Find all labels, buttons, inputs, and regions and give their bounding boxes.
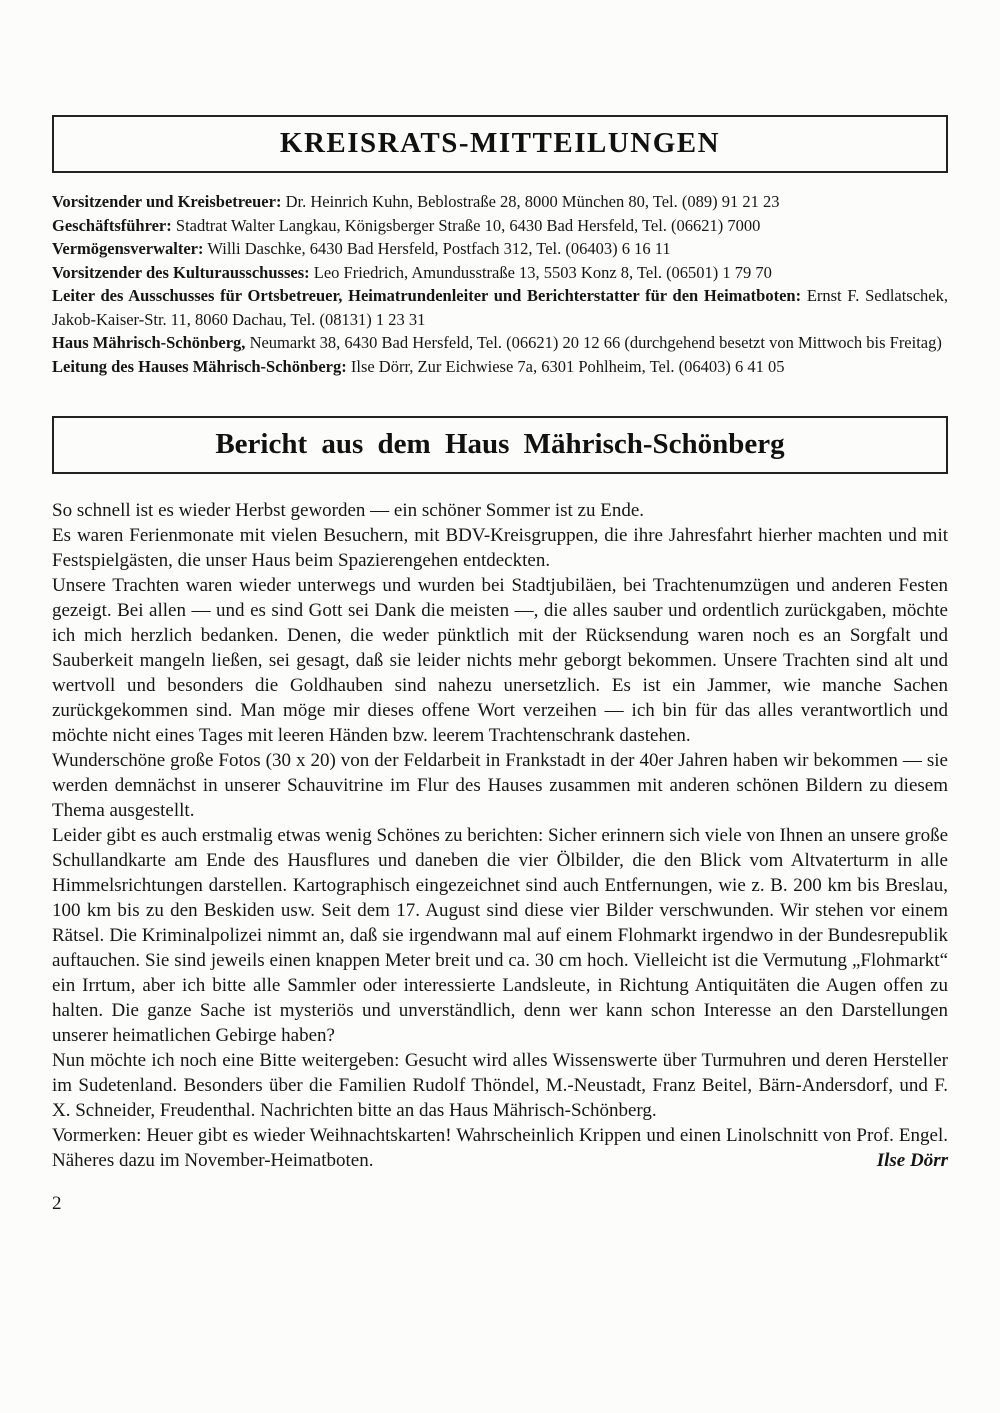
contact-line-manager (52, 214, 948, 238)
contact-label: Vermögensverwalter: (52, 239, 204, 258)
contact-label: Vorsitzender des Kulturausschusses: (52, 262, 310, 282)
contact-text: Ilse Dörr, Zur Eichwiese 7a, 6301 Pohlheim, Tel. (06403) 6 41 05 (350, 356, 785, 376)
contact-line-haus-leitung (52, 355, 948, 379)
article-body (52, 498, 948, 1173)
contact-text: Neumarkt 38, 6430 Bad Hersfeld, Tel. (06621) 20 12 66 (durchgehend besetzt von Mittwoch bis Freitag) (249, 333, 942, 352)
section-header-box (52, 416, 948, 474)
section-title: Bericht aus dem Haus Mährisch-Schönberg (215, 428, 785, 460)
body-paragraph: Unsere Trachten waren wieder unterwegs und wurden bei Stadtjubiläen, bei Trachtenumzügen und anderen Festen gezeigt. Bei allen — und es sind Gott sei Dank die meisten —, die alles sauber und ordentlich zurückgaben, möchte ich mich herzlich bedanken. Denen, die weder pünktlich mit der Rücksendung waren noch es an Sorgfalt und Sauberkeit mangeln ließen, sei gesagt, daß sie leider nichts mehr geborgt bekommen. Unsere Trachten sind alt und wertvoll und besonders die Goldhauben sind nahezu unersetzlich. Es ist ein Jammer, wie manche Sachen zurückgekommen sind. Man möge mir dieses offene Wort verzeihen — ich bin für das alles verantwortlich und möchte nicht eines Tages mit leeren Händen bzw. leerem Trachtenschrank dastehen. (52, 575, 948, 746)
contact-line-haus (52, 331, 948, 355)
contact-line-chairman (52, 190, 948, 214)
contact-label: Geschäftsführer: (52, 215, 172, 235)
body-paragraph: Leider gibt es auch erstmalig etwas wenig Schönes zu berichten: Sicher erinnern sich viele von Ihnen an unsere große Schullandkarte am Ende des Hausflures und daneben die vier Ölbilder, die den Blick vom Altvaterturm in alle Himmelsrichtungen darstellen. Kartographisch eingezeichnet sind auch Entfernungen, wie z. B. 200 km bis Breslau, 100 km bis zu den Beskiden usw. Seit dem 17. August sind diese vier Bilder verschwunden. Wir stehen vor einem Rätsel. Die Kriminalpolizei nimmt an, daß sie irgendwann mal auf einem Flohmarkt irgendwo in der Bundesrepublik auftauchen. Sie sind jeweils einen knappen Meter breit und ca. 30 cm hoch. Vielleicht ist die Vermutung „Flohmarkt“ ein Irrtum, aber ich bitte alle Sammler oder interessierte Landsleute, in Richtung Antiquitäten die Augen offen zu halten. Die ganze Sache ist mysteriös und unverständlich, denn wer kann schon Interesse an den Darstellungen unserer heimatlichen Gebirge haben? (52, 825, 948, 1046)
contact-label: Leiter des Ausschusses für Ortsbetreuer, Heimatrundenleiter und Berichterstatter für den Heimatboten: (52, 286, 802, 305)
contact-block (52, 190, 948, 378)
contact-text: Ernst F. Sedlatschek, Jakob-Kaiser-Str. 11, 8060 Dachau, Tel. (08131) 1 23 31 (52, 286, 948, 329)
body-paragraph: So schnell ist es wieder Herbst geworden — ein schöner Sommer ist zu Ende. (52, 500, 645, 521)
contact-label: Leitung des Hauses Mährisch-Schönberg: (52, 356, 347, 376)
contact-label: Haus Mährisch-Schönberg, (52, 333, 246, 352)
contact-text: Willi Daschke, 6430 Bad Hersfeld, Postfach 312, Tel. (06403) 6 16 11 (207, 239, 671, 258)
contact-line-culture-chair (52, 261, 948, 285)
body-paragraph: Wunderschöne große Fotos (30 x 20) von der Feldarbeit in Frankstadt in der 40er Jahren haben wir bekommen — sie werden demnächst in unserer Schauvitrine im Flur des Hauses zusammen mit anderen schönen Bildern zu diesem Thema ausgestellt. (52, 750, 948, 821)
contact-text: Leo Friedrich, Amundusstraße 13, 5503 Konz 8, Tel. (06501) 1 79 70 (313, 262, 772, 282)
contact-text: Stadtrat Walter Langkau, Königsberger Straße 10, 6430 Bad Hersfeld, Tel. (06621) 7000 (175, 215, 761, 235)
author-signature: Ilse Dörr (863, 1148, 948, 1173)
contact-text: Dr. Heinrich Kuhn, Beblostraße 28, 8000 München 80, Tel. (089) 91 21 23 (285, 192, 780, 211)
kreisrats-header-box (52, 115, 948, 173)
contact-line-treasurer (52, 237, 948, 261)
body-paragraph: Nun möchte ich noch eine Bitte weitergeben: Gesucht wird alles Wissenswerte über Turmuhren und deren Hersteller im Sudetenland. Besonders über die Familien Rudolf Thöndel, M.-Neustadt, Franz Beitel, Bärn-Andersdorf, und F. X. Schneider, Freudenthal. Nachrichten bitte an das Haus Mährisch-Schönberg. (52, 1050, 948, 1121)
page-title: KREISRATS-MITTEILUNGEN (279, 127, 721, 159)
page-number: 2 (52, 1193, 62, 1214)
contact-label: Vorsitzender und Kreisbetreuer: (52, 192, 282, 211)
closing-paragraph (52, 1123, 948, 1173)
contact-line-committee-leader (52, 284, 948, 331)
body-paragraph: Es waren Ferienmonate mit vielen Besuchern, mit BDV-Kreisgruppen, die ihre Jahresfahrt hierher machten und mit Festspielgästen, die unser Haus beim Spazierengehen entdeckten. (52, 525, 948, 571)
body-paragraph: Vormerken: Heuer gibt es wieder Weihnachtskarten! Wahrscheinlich Krippen und einen Linolschnitt von Prof. Engel. Näheres dazu im November-Heimatboten. (52, 1125, 948, 1171)
